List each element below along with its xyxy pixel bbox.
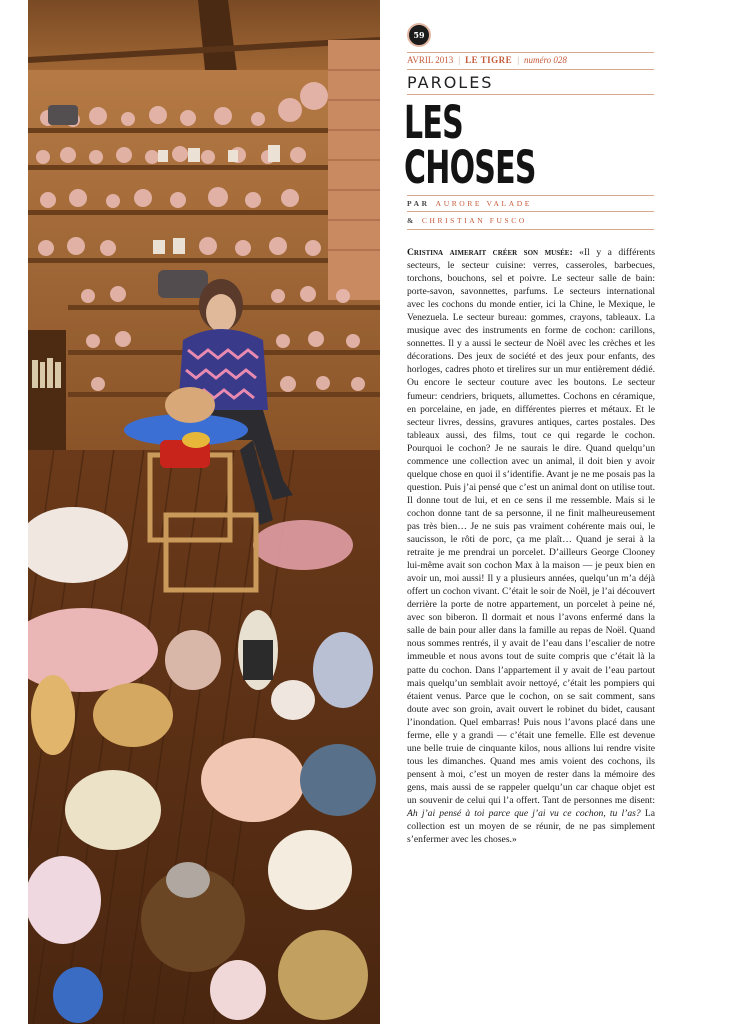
article-lead-in: Cristina aimerait créer son musée: [407,247,573,258]
masthead-date: AVRIL 2013 [407,55,454,65]
masthead-rule [407,69,654,70]
credit-lead: & [407,216,416,225]
credits-rule-mid [407,211,654,212]
section-label: PAROLES [407,73,494,92]
title-line-1: LES [404,96,463,149]
article-text: «Il y a différents secteurs, le secteur cuisine: verres, casseroles, barbecues, torchons, bouchons, sel et poivre. Le secteur salle de bain: porte-savon, savonnettes, parfums. Le secteurs international avec les cochons du monde entier, ici la Chine, le Mexique, le Venezuela. Le secteur bureau: gommes, crayons, tableaux. La musique avec des instruments en forme de cochon: carillons, sonnettes. Il y a aussi le secteur de Noël avec les crèches et les décorations. Des jeux de société et des jeux pour enfants, des horloges, cadres photo et tirelires sur un mur entièrement dédié. Ou encore le secteur couture avec les boutons. Le secteur fumeur: cendriers, briquets, allumettes. Cochons en céramique, en porcelaine, en jade, en différentes pierres et métaux. Et le secteur livres, dessins, gravures antiques, cartes postales. Des tableaux aussi, des films, tout ce qui regarde le cochon. Pourquoi le cochon? Je ne saurais le dire. Quand quelqu’un commence une collection avec un animal, il doit bien y avoir quelque chose en quoi il s’identifie. Avant je ne me posais pas la question. Puis j’ai pensé que c’est un animal dont on utilise tout. Il donne tout de lui, et en ce sens il me ressemble. Mais si le cochon donne tant de sa personne, il ne finit malheureusement pas très bien… Je ne suis pas vraiment cohérente mais oui, le saucisson, le rôti de porc, ça me plaît… Quand je serai à la retraite je me prendrai un porcelet. D’ailleurs George Clooney lui-même avait son cochon Max à la maison — je peux bien en avoir un, moi aussi! Il y a plusieurs années, quelqu’un m’a déjà offert un cochon vivant. C’était le soir de Noël, je l’ai découvert derrière la porte de notre appartement, un porcelet à peine né, avec son biberon. Il dormait et nous l’avons enfermé dans la salle de bain pour aller dans la famille au repas de Noël. Quand nous sommes rentrés, il y avait de l’eau dans l’escalier de notre immeuble et nous avons tout de suite compris que c’était là la patte du cochon. Dans l’appartement il y avait de l’eau partout mais quelqu’un semblait avoir nettoyé, c’était les pompiers qui étaient venus. Parce que le cochon, on se sait comment, sans doute avec son groin, avait ouvert le robinet du bidet, causant l’inondation. Quel embarras! Puis nous l’avons placé dans une ferme, elle y a grandi — c’était une femelle. Elle est devenue une belle truie de cinquante kilos, nous allions lui rendre visite tous les dimanches. Quand mes amis voient des cochons, ils pensent à moi, c’est un moyen de rester dans la mémoire des gens, mais aussi de se rappeler quelqu’un car chaque objet est un souvenir de celui qui l’a offert. Tant de personnes me disent: [407,247,655,806]
credit-name: CHRISTIAN FUSCO [421,216,527,225]
article-text-end: La collection est un moyen de se réunir, de ne pas simplement s’enfermer avec les choses.» [407,808,655,846]
article-title [404,96,589,194]
article-body [407,246,655,846]
masthead-magazine: LE TIGRE [465,55,513,65]
title-line-2: CHOSES [404,141,536,194]
credit-author [407,199,654,208]
article-photo [28,0,380,1024]
credits-rule-bottom [407,229,654,230]
masthead-separator: | [458,55,461,65]
top-rule [407,52,654,53]
masthead-separator: | [517,55,519,65]
page-number-badge: 59 [407,23,431,47]
credit-lead: PAR [407,199,430,208]
masthead-issue: numéro 028 [524,55,567,65]
credit-photographer [407,216,654,225]
article-paragraph [407,246,655,846]
credit-name: AURORE VALADE [435,199,532,208]
section-rule [407,94,654,95]
masthead [407,55,654,65]
credits-rule-top [407,195,654,196]
article-italic-quote: Ah j’ai pensé à toi parce que j’ai vu ce cochon, tu l’as? [407,808,641,820]
